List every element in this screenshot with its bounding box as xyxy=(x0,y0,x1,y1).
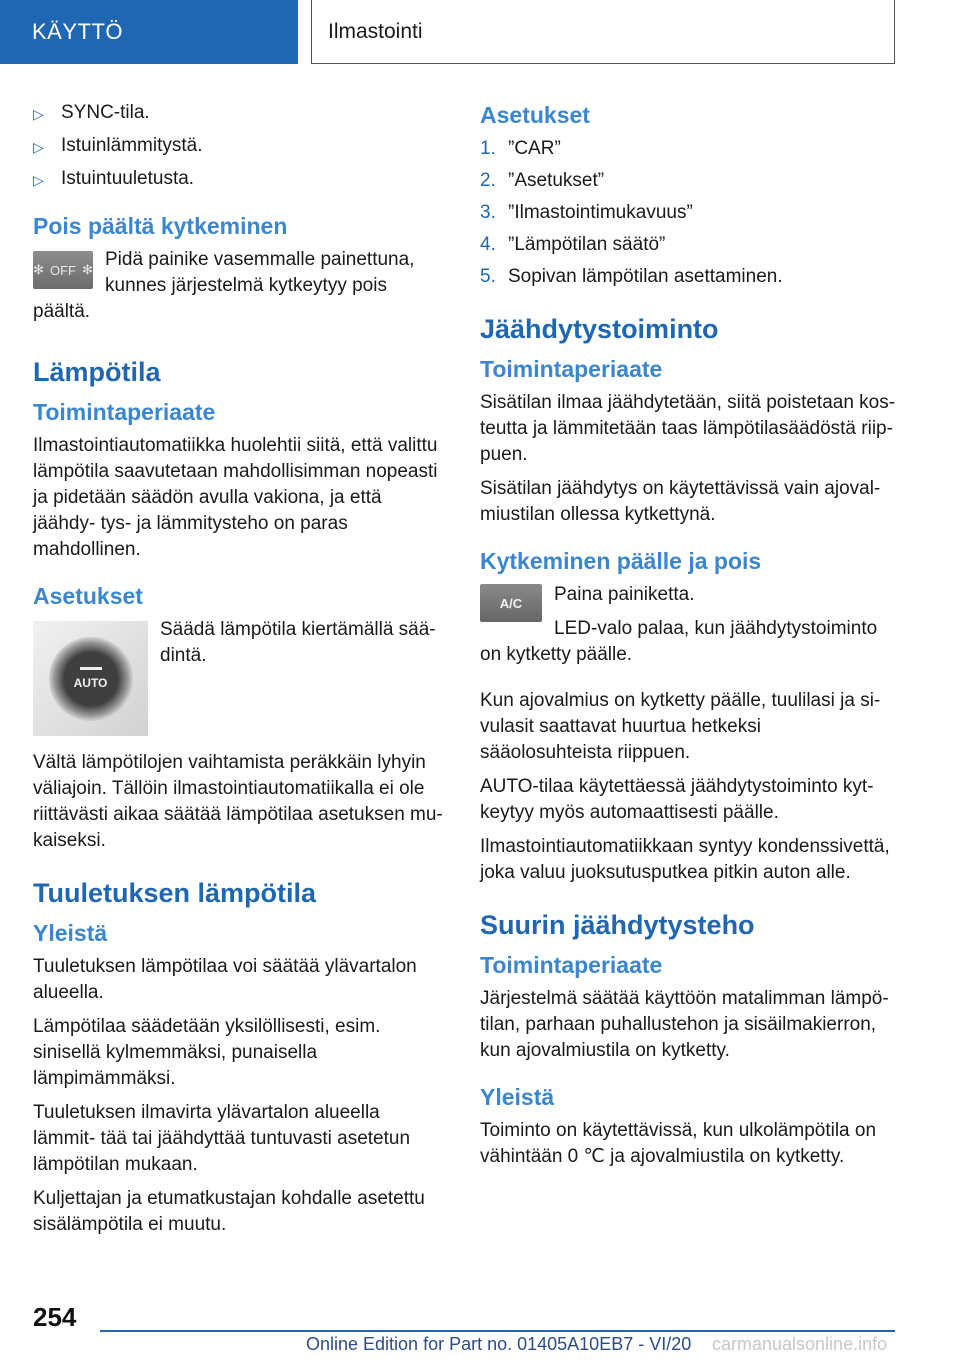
triangle-bullet-icon: ▷ xyxy=(33,139,44,155)
left-column xyxy=(33,100,445,1246)
principle-heading: Toimintaperiaate xyxy=(480,356,663,382)
temperature-knob-image xyxy=(33,621,148,736)
cooling-heading: Jäähdytystoiminto xyxy=(480,314,719,344)
vent-paragraph-3: Tuuletuksen ilmavirta ylävartalon alueella lämmit- tää tai jäähdyttää tuntuvasti asetetun lämpötilan mukaan. xyxy=(33,1102,411,1175)
fan-icon: ✻ xyxy=(82,262,93,277)
vent-paragraph-2: Lämpötilaa säädetään yksilöllisesti, esim. sinisellä kylmemmäksi, punaisella lämpimämmäksi. xyxy=(33,1016,381,1089)
triangle-bullet-icon: ▷ xyxy=(33,172,44,188)
chapter-header xyxy=(311,0,895,64)
vent-paragraph-1: Tuuletuksen lämpötilaa voi säätää ylävartalon alueella. xyxy=(33,956,417,1003)
minus-icon xyxy=(80,667,102,670)
fog-paragraph: Kun ajovalmius on kytketty päälle, tuulilasi ja si- vulasit saattavat huurtua hetkeksi sääolosuhteista riippuen. xyxy=(480,690,881,763)
max-cooling-heading: Suurin jäähdytysteho xyxy=(480,910,755,940)
knob-ring xyxy=(49,637,133,721)
list-item: 2. ”Asetukset” xyxy=(480,170,605,191)
list-item: 1. ”CAR” xyxy=(480,138,561,159)
footer-divider xyxy=(100,1330,895,1332)
cooling-paragraph-2: Sisätilan jäähdytys on käytettävissä vain ajoval- miustilan ollessa kytkettynä. xyxy=(480,478,881,525)
ac-button-image xyxy=(480,584,542,622)
principle-heading: Toimintaperiaate xyxy=(33,399,216,425)
settings-text: Säädä lämpötila kiertämällä sää- dintä. xyxy=(160,619,436,666)
off-heading: Pois päältä kytkeminen xyxy=(33,213,288,239)
watermark: carmanualsonline.info xyxy=(712,1334,888,1354)
off-text: Pidä painike vasemmalle painettuna, kunnes järjestelmä kytkeytyy pois päältä. xyxy=(33,249,415,322)
vent-temperature-heading: Tuuletuksen lämpötila xyxy=(33,878,317,908)
avoid-text: Vältä lämpötilojen vaihtamista peräkkäin lyhyin väliajoin. Tällöin ilmastointiautomatiikalla ei ole riittävästi aikaa säätää lämpötilaa asetuksen mu- kaiseksi. xyxy=(33,752,443,851)
temperature-heading: Lämpötila xyxy=(33,357,161,387)
ac-label: A/C xyxy=(499,595,523,611)
right-column xyxy=(480,100,896,1178)
principle-text: Ilmastointiautomatiikka huolehtii siitä, että valittu lämpötila saavutetaan mahdollisimman nopeasti ja pidetään säädön avulla vakiona, ja että jäähdy- tys- ja lämmitysteho on paras mahdollinen. xyxy=(33,435,438,560)
list-item: 4. ”Lämpötilan säätö” xyxy=(480,234,666,255)
cooling-paragraph-1: Sisätilan ilmaa jäähdytetään, siitä poistetaan kos- teutta ja lämmitetään taas lämpötilasäädöstä riip- puen. xyxy=(480,392,896,465)
list-item: 5. Sopivan lämpötilan asettaminen. xyxy=(480,266,783,287)
edition-text: Online Edition for Part no. 01405A10EB7 - VI/20 xyxy=(306,1334,692,1354)
list-item: ▷ Istuintuuletusta. xyxy=(33,166,445,193)
settings-heading: Asetukset xyxy=(480,102,590,128)
max-cooling-paragraph: Järjestelmä säätää käyttöön matalimman lämpö- tilan, parhaan puhallustehon ja sisäilmakierron, kun ajovalmiustila on kytketty. xyxy=(480,988,889,1061)
settings-heading: Asetukset xyxy=(33,583,143,609)
off-label: OFF xyxy=(50,262,76,278)
condense-paragraph: Ilmastointiautomatiikkaan syntyy kondenssivettä, joka valuu juoksutusputkea pitkin auton alle. xyxy=(480,836,890,883)
list-item: ▷ SYNC-tila. xyxy=(33,100,445,127)
onoff-heading: Kytkeminen päälle ja pois xyxy=(480,548,762,574)
led-text: LED-valo palaa, kun jäähdytystoiminto on kytketty päälle. xyxy=(480,618,878,665)
general-paragraph: Toiminto on käytettävissä, kun ulkolämpötila on vähintään 0 ℃ ja ajovalmiustila on kytketty. xyxy=(480,1120,877,1167)
list-item: 3. ”Ilmastointimukavuus” xyxy=(480,202,693,223)
principle-heading: Toimintaperiaate xyxy=(480,952,663,978)
press-text: Paina painiketta. xyxy=(554,584,695,605)
vent-paragraph-4: Kuljettajan ja etumatkustajan kohdalle asetettu sisälämpötila ei muutu. xyxy=(33,1188,425,1235)
fan-off-button-image xyxy=(33,251,93,289)
general-heading: Yleistä xyxy=(33,920,108,946)
feature-list xyxy=(33,100,445,193)
section-label: KÄYTTÖ xyxy=(32,19,124,44)
page-number: 254 xyxy=(33,1302,77,1332)
list-item: ▷ Istuinlämmitystä. xyxy=(33,133,445,160)
knob-auto-label: AUTO xyxy=(73,676,108,690)
auto-paragraph: AUTO-tilaa käytettäessä jäähdytystoiminto kyt- keytyy myös automaattisesti päälle. xyxy=(480,776,874,823)
fan-icon: ✻ xyxy=(33,262,44,277)
general-heading: Yleistä xyxy=(480,1084,555,1110)
triangle-bullet-icon: ▷ xyxy=(33,106,44,122)
chapter-label: Ilmastointi xyxy=(328,19,423,43)
section-tab xyxy=(0,0,298,64)
settings-steps xyxy=(480,136,896,290)
